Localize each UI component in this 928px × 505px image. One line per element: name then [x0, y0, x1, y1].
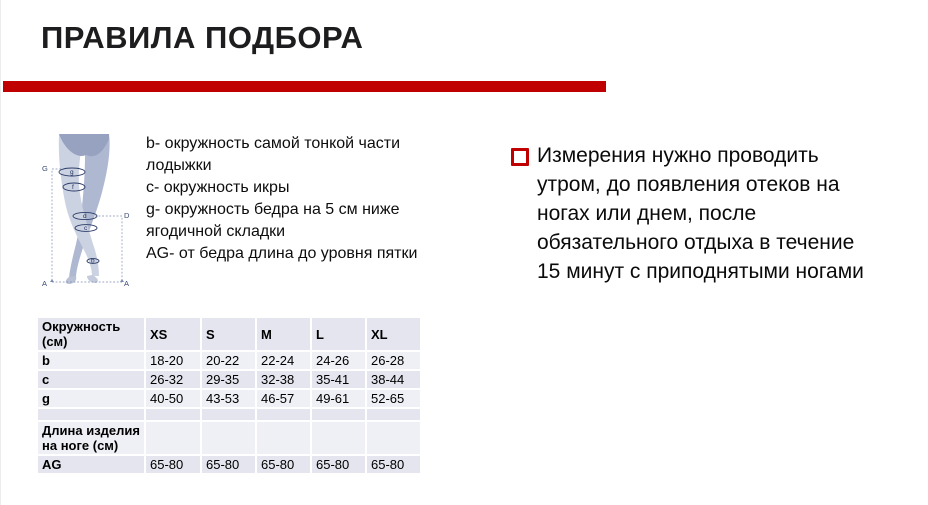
table-row: [37, 421, 421, 455]
band-label-c: c: [84, 225, 88, 232]
value-cell: 43-53: [201, 389, 256, 408]
band-label-f: f: [72, 184, 74, 191]
value-cell: 29-35: [201, 370, 256, 389]
value-cell: 20-22: [201, 351, 256, 370]
header-cell: L: [311, 317, 366, 351]
value-cell: 49-61: [311, 389, 366, 408]
value-cell: [201, 408, 256, 421]
header-cell: XS: [145, 317, 201, 351]
value-cell: 65-80: [311, 455, 366, 474]
value-cell: [311, 421, 366, 455]
table-spacer-row: [37, 408, 421, 421]
value-cell: 65-80: [145, 455, 201, 474]
table-row: [37, 351, 421, 370]
value-cell: [256, 421, 311, 455]
rule-text: Измерения нужно проводить утром, до появления отеков на ногах или днем, после обязательного отдыха в течение 15 минут с приподнятыми ногами: [537, 144, 864, 283]
value-cell: 46-57: [256, 389, 311, 408]
bullet-line: [509, 141, 881, 286]
note-line-ag: AG- от бедра длина до уровня пятки: [146, 245, 418, 262]
header-cell: S: [201, 317, 256, 351]
value-cell: 65-80: [256, 455, 311, 474]
row-label-cell: g: [37, 389, 145, 408]
value-cell: 52-65: [366, 389, 421, 408]
row-label-cell: [37, 408, 145, 421]
value-cell: [366, 421, 421, 455]
value-cell: [145, 408, 201, 421]
corner-label-D: D: [124, 211, 130, 220]
band-label-g: g: [70, 169, 74, 176]
frame-left-dashed-line: [52, 169, 61, 282]
table-row: [37, 389, 421, 408]
row-label-cell: Длина изделия на ноге (см): [37, 421, 145, 455]
leg-measurement-diagram: [37, 126, 133, 288]
value-cell: [145, 421, 201, 455]
row-label-cell: AG: [37, 455, 145, 474]
value-cell: 65-80: [201, 455, 256, 474]
note-line-b: b- окружность самой тонкой части лодыжки: [146, 135, 401, 174]
header-cell: XL: [366, 317, 421, 351]
note-line-c: c- окружность икры: [146, 179, 290, 196]
title-accent-bar: [3, 81, 606, 92]
corner-label-G: G: [42, 164, 48, 173]
value-cell: 32-38: [256, 370, 311, 389]
note-line-g: g- окружность бедра на 5 см ниже ягодичной складки: [146, 201, 400, 240]
measurement-notes: [146, 133, 448, 265]
checkbox-bullet-icon: [511, 148, 529, 166]
measurement-rules: [509, 141, 881, 286]
value-cell: 24-26: [311, 351, 366, 370]
header-cell: M: [256, 317, 311, 351]
table-row: [37, 370, 421, 389]
value-cell: 18-20: [145, 351, 201, 370]
row-label-cell: c: [37, 370, 145, 389]
value-cell: [201, 421, 256, 455]
frame-right-dashed-line: [95, 216, 122, 282]
size-table: [36, 316, 422, 475]
value-cell: 26-32: [145, 370, 201, 389]
table-row: [37, 455, 421, 474]
value-cell: 22-24: [256, 351, 311, 370]
value-cell: [256, 408, 311, 421]
page-title: ПРАВИЛА ПОДБОРА: [41, 20, 364, 55]
corner-label-A-right: A: [124, 279, 130, 288]
header-cell: Окружность (см): [37, 317, 145, 351]
corner-label-A-left: A: [42, 279, 48, 288]
row-label-cell: b: [37, 351, 145, 370]
value-cell: [311, 408, 366, 421]
value-cell: 35-41: [311, 370, 366, 389]
table-header-row: [37, 317, 421, 351]
tick-bottom-left: [50, 279, 54, 282]
value-cell: 38-44: [366, 370, 421, 389]
value-cell: 65-80: [366, 455, 421, 474]
foot-back: [66, 276, 77, 284]
value-cell: 40-50: [145, 389, 201, 408]
band-label-d: d: [83, 213, 87, 220]
band-label-b: b: [91, 257, 95, 265]
value-cell: [366, 408, 421, 421]
value-cell: 26-28: [366, 351, 421, 370]
